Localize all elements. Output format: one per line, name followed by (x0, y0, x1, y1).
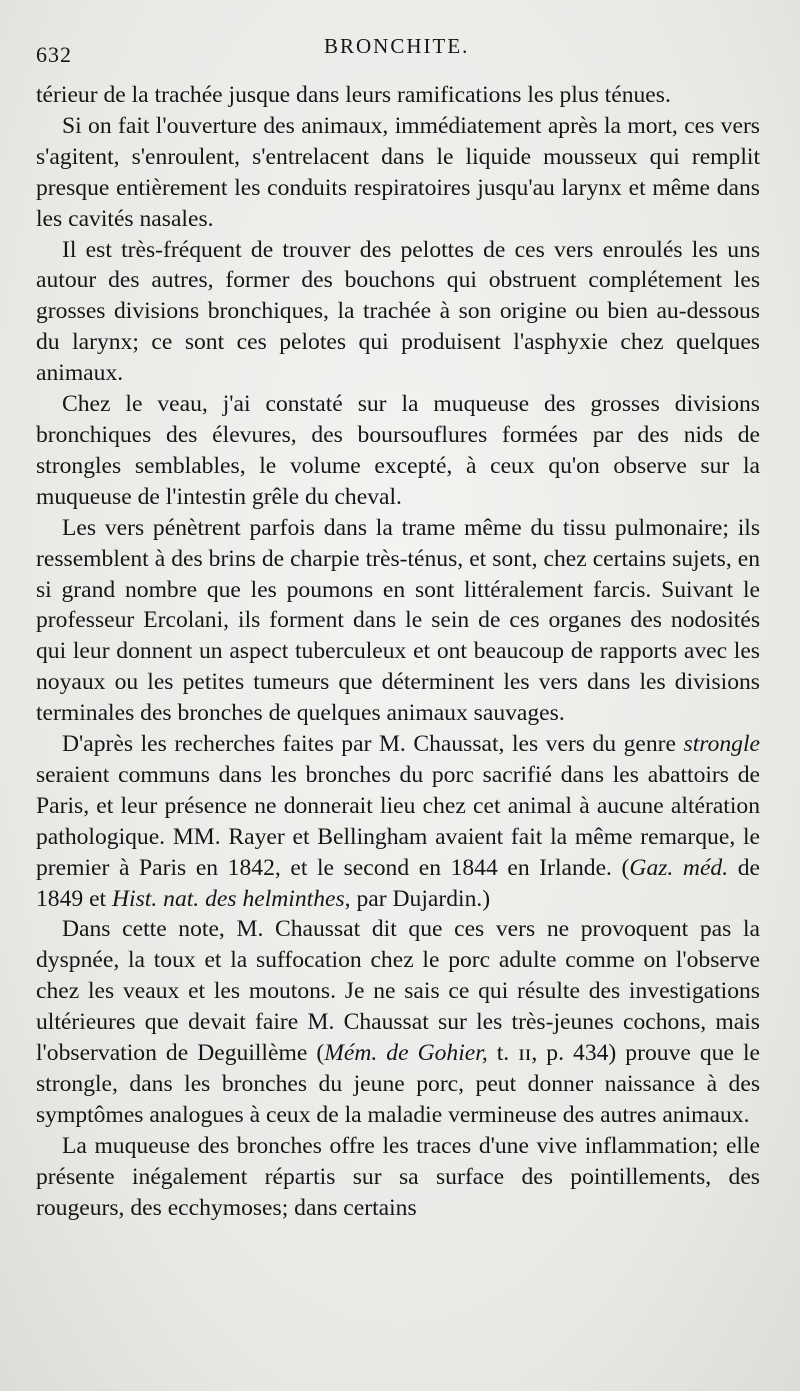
paragraph-3: Il est très-fréquent de trouver des pelottes de ces vers enroulés les uns autour des autres, former des bouchons qui obstruent complétement les grosses divisions bronchiques, la trachée à son origine ou bien au-dessous du larynx; ce sont ces pelotes qui produisent l'asphyxie chez quelques animaux. (36, 236, 760, 387)
italic-run: Mém. de Gohier, (324, 1040, 488, 1067)
paragraph-6 (36, 729, 760, 914)
italic-run: strongle (683, 731, 760, 758)
text-run: seraient communs dans les bronches du porc sacrifié dans les abattoirs de Paris, et leur présence ne donnerait lieu chez cet animal à aucune altération pathologique. MM. Rayer et Bellingham avaient fait la même remarque, le premier à Paris en 1842, et le second en 1844 en Irlande. ( (36, 761, 760, 881)
text-run: D'après les recherches faites par M. Chaussat, les vers du genre (62, 731, 684, 758)
text-run: t. ɪɪ, p. 434) prouve que le strongle, dans les bronches du jeune porc, peut donner naissance à des symptômes analogues à ceux de la maladie vermineuse des autres animaux. (36, 1040, 760, 1128)
page-number: 632 (36, 42, 72, 67)
paragraph-2: Si on fait l'ouverture des animaux, immédiatement après la mort, ces vers s'agitent, s'enroulent, s'entrelacent dans le liquide mousseux qui remplit presque entièrement les conduits respiratoires jusqu'au larynx et même dans les cavités nasales. (36, 112, 760, 232)
paragraph-8: La muqueuse des bronches offre les traces d'une vive inflammation; elle présente inégalement répartis sur sa surface des pointillements, des rougeurs, des ecchymoses; dans certains (36, 1132, 760, 1221)
paragraph-4: Chez le veau, j'ai constaté sur la muqueuse des grosses divisions bronchiques des élevures, des boursouflures formées par des nids de strongles semblables, le volume excepté, à ceux qu'on observe sur la muqueuse de l'intestin grêle du cheval. (36, 391, 760, 510)
body-text (36, 80, 760, 1224)
paragraph-5: Les vers pénètrent parfois dans la trame même du tissu pulmonaire; ils ressemblent à des brins de charpie très-ténus, et sont, chez certains sujets, en si grand nombre que les poumons en sont littéralement farcis. Suivant le professeur Ercolani, ils forment dans le sein de ces organes des nodosités qui leur donnent un aspect tuberculeux et ont beaucoup de rapports avec les noyaux ou les petites tumeurs que déterminent les vers dans les divisions terminales des bronches de quelques animaux sauvages. (36, 514, 760, 727)
paragraph-1: térieur de la trachée jusque dans leurs ramifications les plus ténues. (36, 82, 671, 108)
italic-run: Gaz. méd. (629, 854, 729, 881)
text-run: Dans cette note, M. Chaussat dit que ces vers ne provoquent pas la dyspnée, la toux et la suffocation chez le porc adulte comme on l'observe chez les veaux et les moutons. Je ne sais ce qui résulte des investigations ultérieures que devait faire M. Chaussat sur les très-jeunes cochons, mais l'observation de Deguillème ( (36, 916, 760, 1067)
text-run: de 1849 et (36, 854, 761, 912)
paragraph-7 (36, 914, 760, 1130)
text-run: , par Dujardin.) (344, 885, 491, 912)
running-head: BRONCHITE. (324, 34, 470, 58)
italic-run: Hist. nat. des helminthes (112, 885, 345, 912)
page-header (36, 22, 760, 80)
